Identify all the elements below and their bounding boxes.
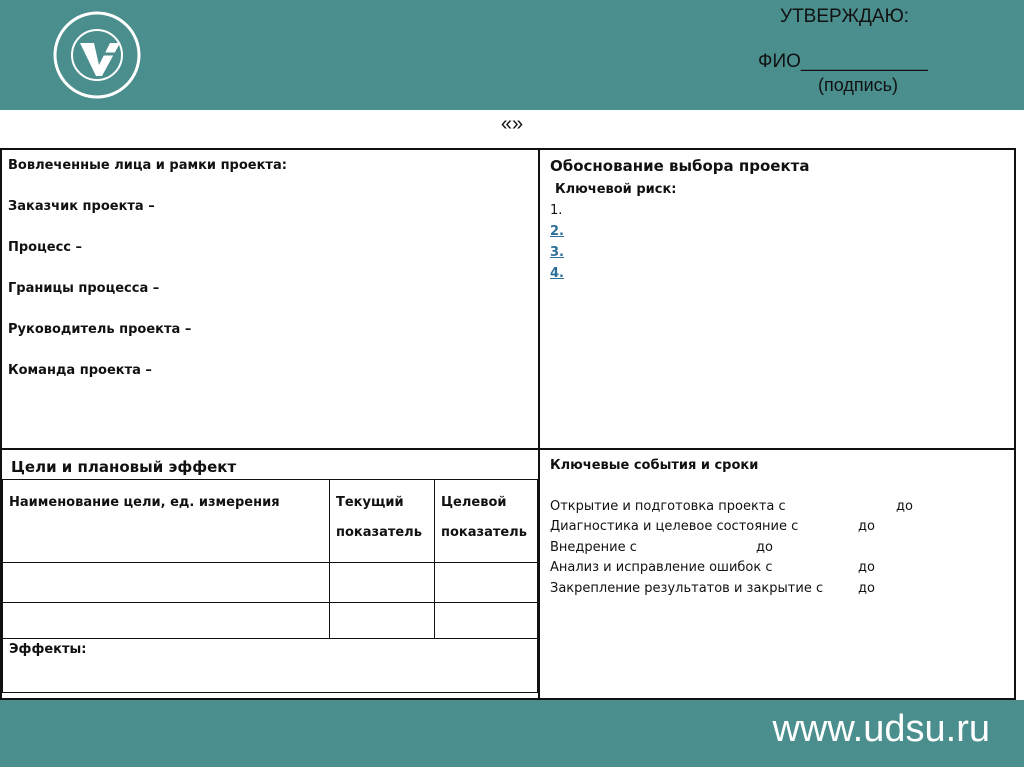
process-bounds-label: Границы процесса –: [8, 281, 160, 296]
risk-item-2[interactable]: 2.: [550, 224, 564, 239]
goal-name-header: Наименование цели, ед. измерения: [3, 480, 330, 563]
stakeholders-heading: Вовлеченные лица и рамки проекта:: [8, 158, 287, 173]
event-to: до: [858, 560, 875, 575]
target-value-header: Целевой показатель: [435, 480, 538, 563]
approve-label: УТВЕРЖДАЮ:: [780, 6, 910, 27]
target-cell[interactable]: [435, 563, 538, 603]
university-logo: [52, 10, 142, 100]
event-to: до: [858, 581, 875, 596]
effects-cell: Эффекты:: [3, 639, 538, 693]
project-lead-label: Руководитель проекта –: [8, 322, 192, 337]
target-cell[interactable]: [435, 603, 538, 639]
event-to: до: [858, 519, 875, 534]
signature-label: (подпись): [818, 75, 899, 95]
event-label: Закрепление результатов и закрытие с: [550, 581, 824, 596]
risk-item-4[interactable]: 4.: [550, 266, 564, 281]
goals-heading: Цели и плановый эффект: [11, 458, 237, 476]
event-label: Анализ и исправление ошибок с: [550, 560, 773, 575]
event-label: Диагностика и целевое состояние с: [550, 519, 799, 534]
goal-cell[interactable]: [3, 603, 330, 639]
event-to: до: [756, 540, 773, 555]
goal-cell[interactable]: [3, 563, 330, 603]
key-risk-label: Ключевой риск:: [555, 182, 677, 197]
risk-item-3[interactable]: 3.: [550, 245, 564, 260]
project-team-label: Команда проекта –: [8, 363, 152, 378]
fio-line: ФИО____________: [758, 51, 928, 72]
event-to: до: [896, 499, 913, 514]
event-label: Открытие и подготовка проекта с: [550, 499, 786, 514]
events-heading: Ключевые события и сроки: [550, 458, 759, 473]
stakeholders-box: [0, 148, 540, 450]
page-title: «»: [500, 113, 524, 135]
goals-table: [2, 479, 538, 693]
current-cell[interactable]: [330, 603, 435, 639]
risk-item-1: 1.: [550, 203, 563, 218]
process-label: Процесс –: [8, 240, 83, 255]
rationale-heading: Обоснование выбора проекта: [550, 157, 810, 175]
current-value-header: Текущий показатель: [330, 480, 435, 563]
footer-url[interactable]: www.udsu.ru: [772, 708, 990, 750]
customer-label: Заказчик проекта –: [8, 199, 155, 214]
current-cell[interactable]: [330, 563, 435, 603]
event-label: Внедрение с: [550, 540, 637, 555]
